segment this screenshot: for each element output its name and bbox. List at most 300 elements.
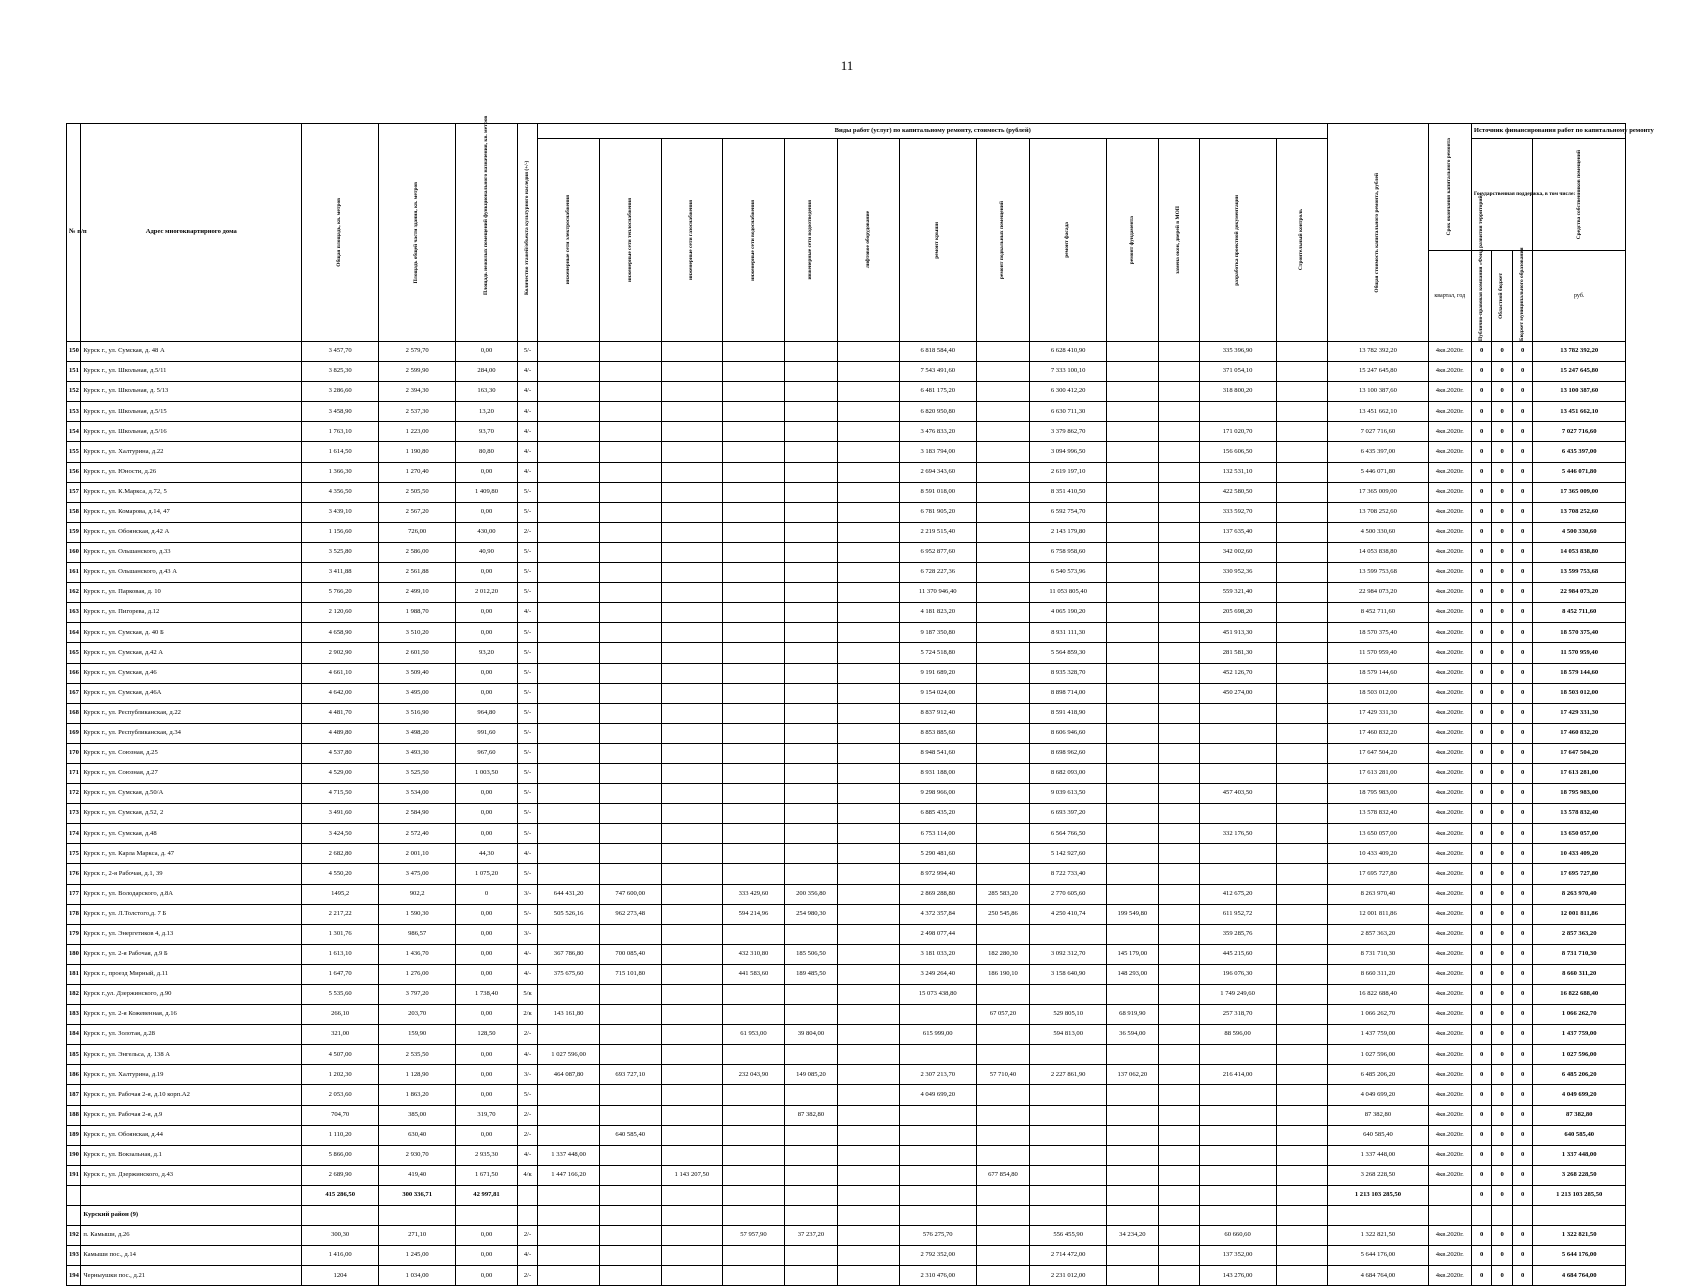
row-area-nonres: 40,90	[456, 542, 518, 562]
row-work-cost	[1107, 442, 1158, 462]
row-work-cost	[1158, 985, 1199, 1005]
row-work-cost	[838, 804, 900, 824]
row-work-cost	[784, 482, 837, 502]
row-funding: 0	[1492, 643, 1513, 663]
row-work-cost	[723, 482, 785, 502]
header-total-cost: Общая стоимость капитального ремонта, рублей	[1328, 124, 1429, 342]
row-floors: 5/-	[517, 643, 538, 663]
row-work-cost	[1158, 804, 1199, 824]
row-work-cost	[723, 824, 785, 844]
row-work-cost	[661, 964, 723, 984]
row-area-nonres: 0,00	[456, 784, 518, 804]
row-work-cost	[1158, 743, 1199, 763]
row-funding: 0	[1492, 985, 1513, 1005]
row-funding: 0	[1492, 1145, 1513, 1165]
row-work-cost	[784, 1085, 837, 1105]
row-work-cost: 5 564 859,30	[1030, 643, 1107, 663]
table-row	[67, 824, 1626, 844]
row-funding: 16 822 688,40	[1533, 985, 1626, 1005]
table-row	[67, 1226, 1626, 1246]
row-address: Курск г., ул. Обоянская, д.42 А	[81, 522, 302, 542]
row-funding: 1 337 448,00	[1533, 1145, 1626, 1165]
repair-program-table	[66, 115, 1654, 1286]
row-funding: 0	[1492, 683, 1513, 703]
row-funding: 0	[1492, 382, 1513, 402]
row-floors: 4/-	[517, 402, 538, 422]
row-work-cost: 2 869 288,80	[899, 884, 976, 904]
row-work-cost	[1158, 844, 1199, 864]
row-funding: 0	[1492, 944, 1513, 964]
row-work-cost	[723, 864, 785, 884]
row-area-common: 2 930,70	[379, 1145, 456, 1165]
row-area-nonres: 93,70	[456, 422, 518, 442]
row-funding: 8 452 711,60	[1533, 603, 1626, 623]
row-number: 167	[67, 683, 81, 703]
row-work-cost: 11 370 946,40	[899, 583, 976, 603]
row-work-cost	[661, 563, 723, 583]
row-area-nonres: 1 738,40	[456, 985, 518, 1005]
row-work-cost	[661, 944, 723, 964]
row-work-cost	[1158, 1005, 1199, 1025]
row-funding: 0	[1492, 804, 1513, 824]
row-floors: 4/к	[517, 1165, 538, 1185]
row-work-cost: 4 372 357,84	[899, 904, 976, 924]
row-work-cost	[1199, 864, 1276, 884]
row-work-cost	[661, 362, 723, 382]
row-work-cost	[1276, 542, 1328, 562]
row-floors: 2/-	[517, 1105, 538, 1125]
row-work-cost	[538, 563, 600, 583]
row-area-common: 1 436,70	[379, 944, 456, 964]
row-work-cost	[1107, 462, 1158, 482]
row-work-cost	[1276, 422, 1328, 442]
row-work-cost	[1107, 1045, 1158, 1065]
row-deadline: 4кв.2020г.	[1428, 542, 1471, 562]
row-work-cost	[1107, 784, 1158, 804]
row-work-cost	[976, 763, 1029, 783]
row-deadline: 4кв.2020г.	[1428, 643, 1471, 663]
row-funding: 0	[1471, 1025, 1492, 1045]
row-area-total: 4 481,70	[302, 703, 379, 723]
row-funding: 0	[1492, 1085, 1513, 1105]
row-work-cost	[599, 784, 661, 804]
row-work-cost	[1276, 703, 1328, 723]
row-work-cost: 464 087,80	[538, 1065, 600, 1085]
row-work-cost: 254 980,30	[784, 904, 837, 924]
row-funding: 0	[1512, 1266, 1533, 1286]
row-address: Курск г., ул. Золотая, д.28	[81, 1025, 302, 1045]
subtotal-empty	[599, 1185, 661, 1205]
row-area-common: 419,40	[379, 1165, 456, 1185]
row-funding: 0	[1471, 763, 1492, 783]
section-empty	[661, 1206, 723, 1226]
row-funding: 0	[1512, 1085, 1533, 1105]
row-floors: 5/-	[517, 763, 538, 783]
row-area-common: 902,2	[379, 884, 456, 904]
row-area-nonres: 0,00	[456, 1125, 518, 1145]
row-funding: 0	[1471, 784, 1492, 804]
row-deadline: 4кв.2020г.	[1428, 844, 1471, 864]
row-work-cost	[1276, 563, 1328, 583]
row-work-cost	[1276, 1025, 1328, 1045]
row-work-cost	[838, 884, 900, 904]
row-total-cost: 7 027 716,60	[1328, 422, 1429, 442]
row-area-nonres: 13,20	[456, 402, 518, 422]
row-work-cost	[784, 723, 837, 743]
row-funding: 0	[1492, 583, 1513, 603]
row-work-cost: 333 429,60	[723, 884, 785, 904]
row-work-cost	[784, 663, 837, 683]
row-funding: 0	[1512, 763, 1533, 783]
table-row	[67, 1246, 1626, 1266]
row-funding: 3 268 228,50	[1533, 1165, 1626, 1185]
row-work-cost: 8 853 885,60	[899, 723, 976, 743]
row-work-cost	[976, 924, 1029, 944]
row-work-cost	[599, 985, 661, 1005]
row-work-cost	[538, 1085, 600, 1105]
row-funding: 13 599 753,68	[1533, 563, 1626, 583]
subtotal-empty	[723, 1185, 785, 1205]
row-work-cost	[1276, 1045, 1328, 1065]
row-funding: 1 027 596,00	[1533, 1045, 1626, 1065]
row-work-cost	[976, 1105, 1029, 1125]
row-number: 185	[67, 1045, 81, 1065]
row-funding: 0	[1492, 623, 1513, 643]
row-work-cost	[723, 663, 785, 683]
row-work-cost	[838, 723, 900, 743]
row-total-cost: 2 857 363,20	[1328, 924, 1429, 944]
row-funding: 0	[1512, 985, 1533, 1005]
row-work-cost	[1107, 563, 1158, 583]
table-body	[67, 342, 1626, 1286]
row-work-cost: 7 543 491,60	[899, 362, 976, 382]
row-work-cost: 232 043,90	[723, 1065, 785, 1085]
row-work-cost	[538, 1226, 600, 1246]
row-area-total: 3 491,60	[302, 804, 379, 824]
row-work-cost	[784, 1246, 837, 1266]
row-work-cost: 452 126,70	[1199, 663, 1276, 683]
row-work-cost	[1276, 824, 1328, 844]
row-work-cost: 137 352,00	[1199, 1246, 1276, 1266]
row-number: 191	[67, 1165, 81, 1185]
row-funding: 0	[1512, 462, 1533, 482]
row-funding: 0	[1492, 844, 1513, 864]
row-work-cost	[1030, 1045, 1107, 1065]
header-work-foundation: ремонт фундамента	[1107, 139, 1158, 342]
row-work-cost	[723, 1085, 785, 1105]
row-funding: 0	[1492, 1266, 1513, 1286]
row-area-nonres: 0,00	[456, 964, 518, 984]
subtotal-empty	[1158, 1185, 1199, 1205]
row-work-cost	[1276, 784, 1328, 804]
row-work-cost	[976, 844, 1029, 864]
row-area-total: 5 535,60	[302, 985, 379, 1005]
row-work-cost	[838, 683, 900, 703]
row-work-cost	[1276, 804, 1328, 824]
row-funding: 7 027 716,60	[1533, 422, 1626, 442]
row-work-cost	[976, 1145, 1029, 1165]
row-work-cost	[838, 1226, 900, 1246]
header-floors: Количество этажей/объекта культурного наследия (+/-)	[517, 124, 538, 342]
row-deadline: 4кв.2020г.	[1428, 663, 1471, 683]
row-work-cost	[538, 723, 600, 743]
row-total-cost: 11 570 959,40	[1328, 643, 1429, 663]
row-work-cost	[784, 1005, 837, 1025]
row-total-cost: 5 644 176,00	[1328, 1246, 1429, 1266]
row-work-cost	[784, 703, 837, 723]
row-work-cost	[1107, 422, 1158, 442]
row-area-common: 2 599,90	[379, 362, 456, 382]
table-row	[67, 442, 1626, 462]
row-area-nonres: 1 671,50	[456, 1165, 518, 1185]
row-work-cost: 441 583,60	[723, 964, 785, 984]
row-funding: 0	[1492, 864, 1513, 884]
row-floors: 4/-	[517, 442, 538, 462]
header-address: Адрес многоквартирного дома	[81, 124, 302, 342]
row-work-cost	[1276, 924, 1328, 944]
row-work-cost	[1158, 522, 1199, 542]
row-area-common: 2 505,50	[379, 482, 456, 502]
row-work-cost: 6 693 397,20	[1030, 804, 1107, 824]
row-area-nonres: 44,30	[456, 844, 518, 864]
row-work-cost	[1158, 362, 1199, 382]
row-area-total: 2 053,60	[302, 1085, 379, 1105]
row-floors: 5/-	[517, 1085, 538, 1105]
row-work-cost: 2 694 343,60	[899, 462, 976, 482]
row-total-cost: 17 429 331,30	[1328, 703, 1429, 723]
row-funding: 0	[1471, 663, 1492, 683]
row-funding: 0	[1512, 1145, 1533, 1165]
row-number: 174	[67, 824, 81, 844]
row-work-cost	[976, 824, 1029, 844]
row-work-cost	[1158, 723, 1199, 743]
section-empty	[517, 1206, 538, 1226]
row-funding: 0	[1471, 1266, 1492, 1286]
row-area-nonres: 0,00	[456, 1226, 518, 1246]
row-work-cost	[599, 864, 661, 884]
row-work-cost	[838, 824, 900, 844]
row-funding: 17 695 727,80	[1533, 864, 1626, 884]
row-funding: 0	[1512, 904, 1533, 924]
table-row	[67, 583, 1626, 603]
row-work-cost: 3 379 862,70	[1030, 422, 1107, 442]
row-work-cost	[784, 362, 837, 382]
row-floors: 4/-	[517, 603, 538, 623]
row-funding: 0	[1492, 904, 1513, 924]
header-fund-owners: Средства собственников помещений	[1533, 139, 1626, 251]
row-work-cost	[1107, 1266, 1158, 1286]
row-number: 157	[67, 482, 81, 502]
row-work-cost	[1276, 844, 1328, 864]
row-work-cost	[538, 362, 600, 382]
row-area-nonres: 991,60	[456, 723, 518, 743]
row-work-cost: 15 073 438,80	[899, 985, 976, 1005]
row-work-cost: 189 485,50	[784, 964, 837, 984]
row-work-cost	[1158, 583, 1199, 603]
row-total-cost: 4 684 764,00	[1328, 1266, 1429, 1286]
row-deadline: 4кв.2020г.	[1428, 362, 1471, 382]
row-area-total: 1204	[302, 1266, 379, 1286]
row-deadline: 4кв.2020г.	[1428, 1045, 1471, 1065]
section-empty	[1030, 1206, 1107, 1226]
row-total-cost: 8 452 711,60	[1328, 603, 1429, 623]
row-work-cost	[1158, 864, 1199, 884]
row-address: Курск г., ул. 2-я Кожевенная, д.16	[81, 1005, 302, 1025]
row-deadline: 4кв.2020г.	[1428, 784, 1471, 804]
row-work-cost	[538, 663, 600, 683]
row-deadline: 4кв.2020г.	[1428, 1105, 1471, 1125]
row-floors: 2/-	[517, 522, 538, 542]
row-funding: 0	[1512, 623, 1533, 643]
row-area-common: 271,10	[379, 1226, 456, 1246]
table-row	[67, 382, 1626, 402]
row-address: Курск г., ул. Ольшанского, д.33	[81, 542, 302, 562]
header-deadline: Срок окончания капитального ремонта	[1428, 124, 1471, 251]
table-row	[67, 522, 1626, 542]
row-work-cost	[723, 723, 785, 743]
row-area-total: 1 156,60	[302, 522, 379, 542]
row-area-total: 3 286,60	[302, 382, 379, 402]
row-work-cost: 60 660,60	[1199, 1226, 1276, 1246]
row-work-cost: 962 273,48	[599, 904, 661, 924]
row-funding: 0	[1512, 362, 1533, 382]
row-funding: 17 647 504,20	[1533, 743, 1626, 763]
row-work-cost	[538, 502, 600, 522]
row-funding: 0	[1471, 864, 1492, 884]
row-work-cost	[1199, 703, 1276, 723]
row-area-common: 3 797,20	[379, 985, 456, 1005]
row-work-cost	[838, 502, 900, 522]
row-address: Курск г., ул. 2-я Рабочая, д.9 Б	[81, 944, 302, 964]
section-empty	[538, 1206, 600, 1226]
row-work-cost	[723, 643, 785, 663]
row-area-total: 300,30	[302, 1226, 379, 1246]
row-work-cost: 5 142 927,60	[1030, 844, 1107, 864]
row-work-cost: 145 179,00	[1107, 944, 1158, 964]
row-work-cost	[1107, 985, 1158, 1005]
row-number: 193	[67, 1246, 81, 1266]
row-work-cost: 200 356,80	[784, 884, 837, 904]
row-work-cost: 281 581,30	[1199, 643, 1276, 663]
row-work-cost	[538, 442, 600, 462]
row-area-common: 1 190,80	[379, 442, 456, 462]
section-empty	[379, 1206, 456, 1226]
row-work-cost: 6 481 175,20	[899, 382, 976, 402]
row-work-cost: 3 183 794,00	[899, 442, 976, 462]
row-funding: 11 570 959,40	[1533, 643, 1626, 663]
row-funding: 0	[1512, 1105, 1533, 1125]
row-work-cost	[538, 462, 600, 482]
row-work-cost: 11 053 805,40	[1030, 583, 1107, 603]
row-work-cost	[661, 844, 723, 864]
row-funding: 1 322 821,50	[1533, 1226, 1626, 1246]
row-deadline: 4кв.2020г.	[1428, 703, 1471, 723]
row-number: 168	[67, 703, 81, 723]
row-work-cost	[1158, 703, 1199, 723]
row-funding: 0	[1492, 603, 1513, 623]
row-funding: 0	[1471, 462, 1492, 482]
row-work-cost	[661, 924, 723, 944]
row-work-cost	[1276, 1085, 1328, 1105]
row-work-cost	[661, 583, 723, 603]
row-number: 154	[67, 422, 81, 442]
row-floors: 3/-	[517, 1065, 538, 1085]
row-work-cost	[784, 985, 837, 1005]
row-funding: 0	[1512, 402, 1533, 422]
row-work-cost: 576 275,70	[899, 1226, 976, 1246]
row-work-cost	[976, 683, 1029, 703]
row-work-cost: 2 792 352,00	[899, 1246, 976, 1266]
row-work-cost	[976, 1226, 1029, 1246]
row-work-cost: 615 999,00	[899, 1025, 976, 1045]
row-work-cost	[599, 924, 661, 944]
row-area-common: 3 509,40	[379, 663, 456, 683]
row-work-cost	[838, 462, 900, 482]
row-work-cost	[538, 643, 600, 663]
row-area-common: 3 525,50	[379, 763, 456, 783]
row-work-cost: 457 403,50	[1199, 784, 1276, 804]
row-work-cost	[1107, 402, 1158, 422]
row-work-cost	[723, 362, 785, 382]
row-work-cost	[976, 563, 1029, 583]
row-funding: 0	[1512, 382, 1533, 402]
row-funding: 1 437 759,00	[1533, 1025, 1626, 1045]
row-floors: 5/-	[517, 663, 538, 683]
row-work-cost	[661, 703, 723, 723]
row-funding: 13 782 392,20	[1533, 342, 1626, 362]
row-area-nonres: 967,60	[456, 743, 518, 763]
header-work-heat: инженерные сети теплоснабжения	[599, 139, 661, 342]
row-work-cost	[784, 462, 837, 482]
row-deadline: 4кв.2020г.	[1428, 402, 1471, 422]
row-work-cost: 422 580,50	[1199, 482, 1276, 502]
row-total-cost: 17 365 009,00	[1328, 482, 1429, 502]
row-work-cost	[1199, 804, 1276, 824]
row-work-cost: 39 804,00	[784, 1025, 837, 1045]
row-funding: 0	[1512, 703, 1533, 723]
row-work-cost	[599, 1145, 661, 1165]
row-work-cost	[784, 603, 837, 623]
row-work-cost: 36 594,00	[1107, 1025, 1158, 1045]
row-work-cost	[661, 522, 723, 542]
row-address: Курск г., ул. Рабочая 2-я, д.9	[81, 1105, 302, 1125]
row-number: 160	[67, 542, 81, 562]
row-work-cost	[784, 763, 837, 783]
row-work-cost: 9 298 966,00	[899, 784, 976, 804]
row-area-common: 630,40	[379, 1125, 456, 1145]
row-work-cost: 5 290 481,60	[899, 844, 976, 864]
row-work-cost	[661, 1145, 723, 1165]
row-floors: 5/-	[517, 502, 538, 522]
row-work-cost	[723, 1266, 785, 1286]
row-funding: 0	[1471, 1065, 1492, 1085]
row-total-cost: 16 822 688,40	[1328, 985, 1429, 1005]
row-number: 156	[67, 462, 81, 482]
row-work-cost	[1276, 683, 1328, 703]
row-deadline: 4кв.2020г.	[1428, 1025, 1471, 1045]
row-work-cost	[838, 542, 900, 562]
row-address: Курск г., ул. Сумская, д.46А	[81, 683, 302, 703]
row-work-cost	[838, 583, 900, 603]
row-funding: 0	[1471, 1226, 1492, 1246]
row-work-cost	[838, 924, 900, 944]
row-funding: 0	[1512, 1165, 1533, 1185]
row-work-cost	[723, 1246, 785, 1266]
row-work-cost	[723, 462, 785, 482]
row-area-nonres: 0,00	[456, 663, 518, 683]
row-work-cost: 6 758 958,60	[1030, 542, 1107, 562]
subtotal-area-nonres: 42 997,81	[456, 1185, 518, 1205]
